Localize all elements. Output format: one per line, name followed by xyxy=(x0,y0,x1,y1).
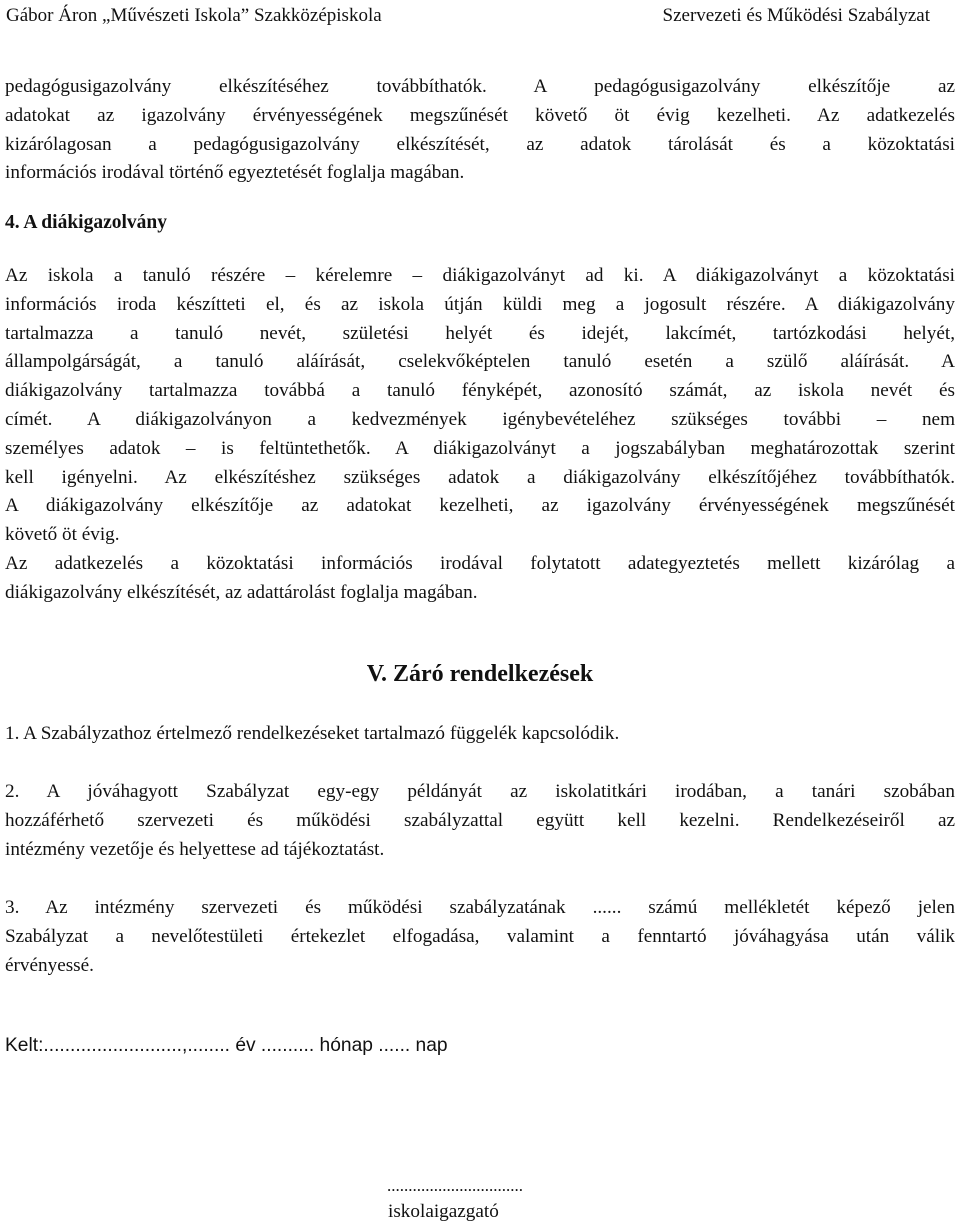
text-line: 3. Az intézmény szervezeti és működési szabályzatának ...... számú mellékletét képező jelen xyxy=(5,897,955,918)
text-line: érvényessé. xyxy=(5,954,94,976)
text-line: tartalmazza a tanuló nevét, születési helyét és idejét, lakcímét, tartózkodási helyét, xyxy=(5,322,955,344)
text-line: Szabályzat a nevelőtestületi értekezlet elfogadása, valamint a fenntartó jóváhagyása után válik xyxy=(5,925,955,947)
text-line: személyes adatok – is feltüntethetők. A diákigazolványt a jogszabályban meghatározottak szerint xyxy=(5,437,955,459)
date-blanks: ..........................,........ év .......... hónap ...... nap xyxy=(43,1035,448,1056)
text-line: hozzáférhető szervezeti és működési szabályzattal együtt kell kezelni. Rendelkezéseiről az xyxy=(5,809,955,831)
text-line: információs iroda készítteti el, és az iskola útján küldi meg a jogosult részére. A diákigazolvány xyxy=(5,293,955,315)
text-line: címét. A diákigazolványon a kedvezmények igénybevételéhez szükséges további – nem xyxy=(5,408,955,430)
item-2 xyxy=(5,778,955,864)
signature-line: ................................ xyxy=(387,1176,523,1195)
text-line: Az iskola a tanuló részére – kérelemre – diákigazolványt ad ki. A diákigazolványt a közoktatási xyxy=(5,265,955,286)
text-line: kizárólagosan a pedagógusigazolvány elkészítését, az adatok tárolását és a közoktatási xyxy=(5,133,955,155)
text-line: 1. A Szabályzathoz értelmező rendelkezéseket tartalmazó függelék kapcsolódik. xyxy=(5,723,620,744)
text-line: 2. A jóváhagyott Szabályzat egy-egy példányát az iskolatitkári irodában, a tanári szobában xyxy=(5,781,955,802)
item-1 xyxy=(5,720,955,749)
text-line: diákigazolvány elkészítését, az adattárolást foglalja magában. xyxy=(5,581,478,603)
text-line: adatokat az igazolvány érvényességének megszűnését követő öt évig kezelheti. Az adatkezelés xyxy=(5,104,955,126)
date-line xyxy=(5,1035,448,1057)
text-line: diákigazolvány tartalmazza továbbá a tanuló fényképét, azonosító számát, az iskola nevét és xyxy=(5,380,955,402)
section-heading: 4. A diákigazolvány xyxy=(5,212,167,233)
diakigazolvany-paragraph xyxy=(5,262,955,608)
text-line: pedagógusigazolvány elkészítéséhez továbbíthatók. A pedagógusigazolvány elkészítője az xyxy=(5,76,955,97)
header-document-title: Szervezeti és Működési Szabályzat xyxy=(662,5,930,26)
signature-title: iskolaigazgató xyxy=(388,1201,499,1222)
text-line: információs irodával történő egyeztetését foglalja magában. xyxy=(5,162,465,184)
text-line: kell igényelni. Az elkészítéshez szükséges adatok a diákigazolvány elkészítőjéhez továbbíthatók. xyxy=(5,466,955,488)
text-line: A diákigazolvány elkészítője az adatokat kezelheti, az igazolvány érvényességének megszűnését xyxy=(5,495,955,517)
text-line: Az adatkezelés a közoktatási információs irodával folytatott adategyeztetés mellett kizárólag a xyxy=(5,552,955,574)
text-line: intézmény vezetője és helyettese ad tájékoztatást. xyxy=(5,838,385,860)
text-line: követő öt évig. xyxy=(5,524,120,546)
date-label: Kelt: xyxy=(5,1035,44,1056)
chapter-title: V. Záró rendelkezések xyxy=(366,661,594,687)
item-3 xyxy=(5,894,955,980)
text-line: állampolgárságát, a tanuló aláírását, cselekvőképtelen tanuló esetén a szülő aláírását. A xyxy=(5,351,955,373)
header-school-name: Gábor Áron „Művészeti Iskola” Szakközépiskola xyxy=(6,5,382,26)
intro-paragraph xyxy=(5,73,955,188)
